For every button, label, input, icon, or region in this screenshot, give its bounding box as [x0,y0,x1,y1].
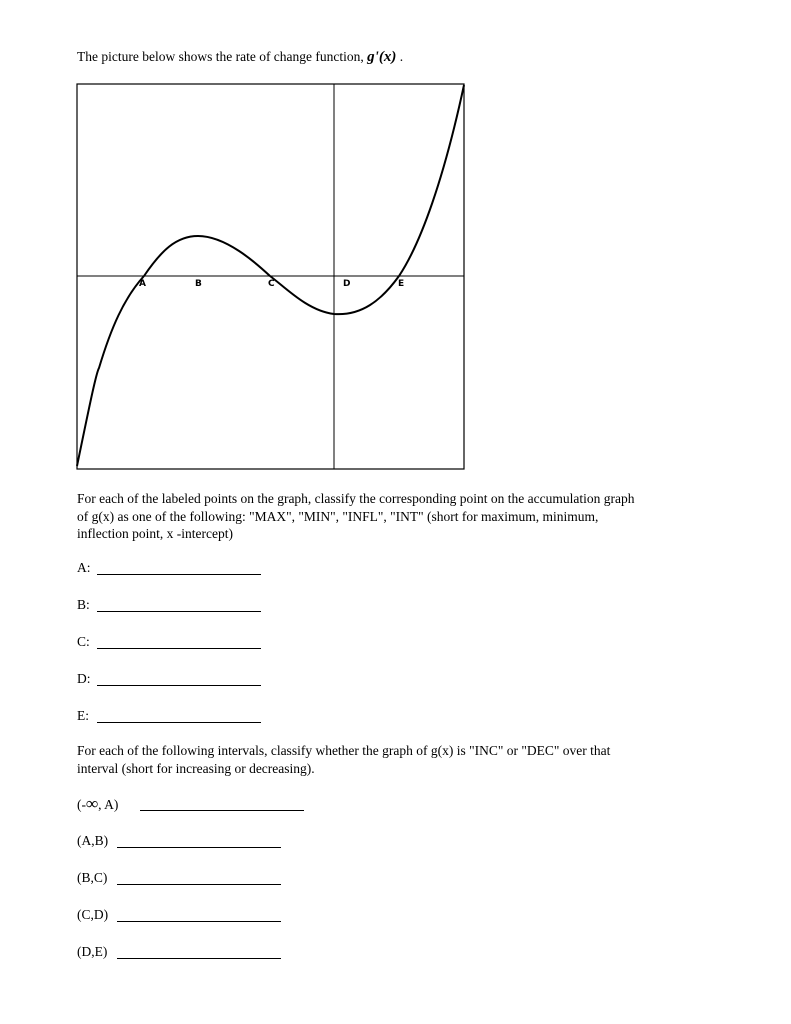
interval-blank-first[interactable] [140,810,304,811]
answer-blank-a[interactable] [97,574,261,575]
question2-line2: interval (short for increasing or decreasing). [77,760,315,776]
answer-label-a: A: [77,560,91,575]
point-label-d: D [343,279,351,289]
interval-blank-cd[interactable] [117,921,281,922]
answer-blank-d[interactable] [97,685,261,686]
interval-blank-ab[interactable] [117,847,281,848]
interval-blank-bc[interactable] [117,884,281,885]
answer-blank-c[interactable] [97,648,261,649]
answer-label-b: B: [77,597,90,612]
interval-label-ab: (A,B) [77,833,109,848]
interval-label-cd: (C,D) [77,907,109,922]
question2-text [77,742,610,777]
derivative-graph [76,83,466,471]
answer-label-c: C: [77,634,90,649]
answer-blank-e[interactable] [97,722,261,723]
interval-label-de: (D,E) [77,944,108,959]
interval-label-first: (-∞, A) [77,794,119,813]
point-label-a: A [139,279,146,289]
interval-label-bc: (B,C) [77,870,108,885]
intro-line [77,48,403,66]
question1-line2: of g(x) as one of the following: "MAX", "MIN", "INFL", "INT" (short for maximum, minimum, [77,508,599,524]
answer-blank-b[interactable] [97,611,261,612]
answer-label-e: E: [77,708,89,723]
question1-text [77,490,634,543]
answer-label-d: D: [77,671,91,686]
point-label-b: B [195,279,202,289]
function-label: g'(x) [367,49,397,65]
question2-line1: For each of the following intervals, classify whether the graph of g(x) is "INC" or "DEC" over that [77,743,611,758]
interval-blank-de[interactable] [117,958,281,959]
question1-line1: For each of the labeled points on the graph, classify the corresponding point on the accumulation graph [77,491,635,506]
point-label-e: E [398,279,405,289]
point-label-c: C [268,279,275,289]
question1-line3: inflection point, x -intercept) [77,526,233,541]
intro-end: . [399,49,404,64]
intro-text: The picture below shows the rate of change function, [77,49,364,64]
infinity-symbol: ∞ [86,794,99,813]
